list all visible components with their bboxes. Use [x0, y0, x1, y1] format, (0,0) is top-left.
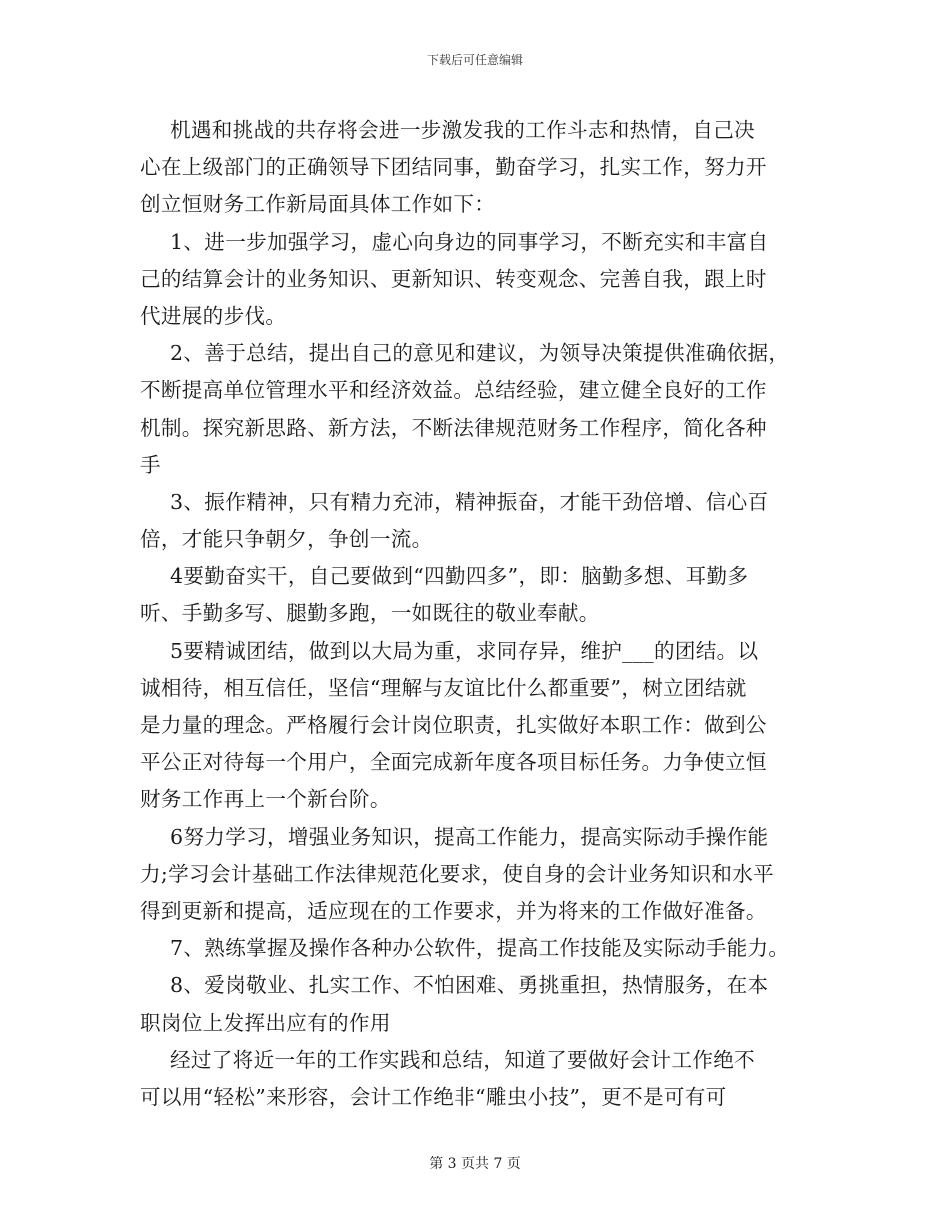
text-line: 诚相待，相互信任，坚信“理解与友谊比什么都重要”，树立团结就 — [140, 675, 747, 700]
text-line: 己的结算会计的业务知识、更新知识、转变观念、完善自我，跟上时 — [140, 266, 767, 291]
text-line: 听、手勤多写、腿勤多跑，一如既往的敬业奉献。 — [140, 601, 600, 626]
document-body — [140, 112, 830, 1116]
text-line: 可以用“轻松”来形容，会计工作绝非“雕虫小技”，更不是可有可 — [140, 1084, 727, 1109]
page-footer: 第 3 页共 7 页 — [429, 1156, 521, 1172]
text-line: 心在上级部门的正确领导下团结同事，勤奋学习，扎实工作，努力开 — [140, 155, 767, 180]
text-line: 4要勤奋实干，自己要做到“四勤四多”，即：脑勤多想、耳勤多 — [170, 564, 749, 589]
text-line: 8、爱岗敬业、扎实工作、不怕困难、勇挑重担，热情服务，在本 — [170, 973, 769, 998]
text-line: 2、善于总结，提出自己的意见和建议，为领导决策提供准确依据， — [170, 341, 790, 366]
text-line: 1、进一步加强学习，虚心向身边的同事学习，不断充实和丰富自 — [170, 229, 769, 254]
text-line: 力;学习会计基础工作法律规范化要求，使自身的会计业务知识和水平 — [140, 861, 775, 886]
page-header: 下载后可任意编辑 — [426, 53, 523, 67]
text-line: 财务工作再上一个新台阶。 — [140, 787, 391, 812]
text-line: 3、振作精神，只有精力充沛，精神振奋，才能干劲倍增、信心百 — [170, 489, 769, 514]
text-line: 不断提高单位管理水平和经济效益。总结经验，建立健全良好的工作 — [140, 378, 767, 403]
text-line: 职岗位上发挥出应有的作用 — [140, 1010, 391, 1035]
text-line: 机制。探究新思路、新方法，不断法律规范财务工作程序，简化各种 — [140, 415, 767, 440]
text-line: 创立恒财务工作新局面具体工作如下： — [140, 192, 496, 217]
text-line: 是力量的理念。严格履行会计岗位职责，扎实做好本职工作：做到公 — [140, 713, 767, 737]
text-line: 7、熟练掌握及操作各种办公软件，提高工作技能及实际动手能力。 — [170, 936, 790, 961]
text-line: 5要精诚团结，做到以大局为重，求同存异，维护___的团结。以 — [170, 638, 759, 663]
text-line: 得到更新和提高，适应现在的工作要求，并为将来的工作做好准备。 — [140, 898, 767, 923]
text-line: 平公正对待每一个用户，全面完成新年度各项目标任务。力争使立恒 — [140, 750, 767, 775]
text-line: 6努力学习，增强业务知识，提高工作能力，提高实际动手操作能 — [170, 824, 769, 849]
text-line: 代进展的步伐。 — [140, 303, 287, 328]
text-line: 倍，才能只争朝夕，争创一流。 — [140, 527, 433, 552]
text-line: 经过了将近一年的工作实践和总结，知道了要做好会计工作绝不 — [170, 1047, 756, 1072]
text-line: 手 — [140, 452, 161, 477]
text-line: 机遇和挑战的共存将会进一步激发我的工作斗志和热情，自己决 — [170, 118, 756, 142]
